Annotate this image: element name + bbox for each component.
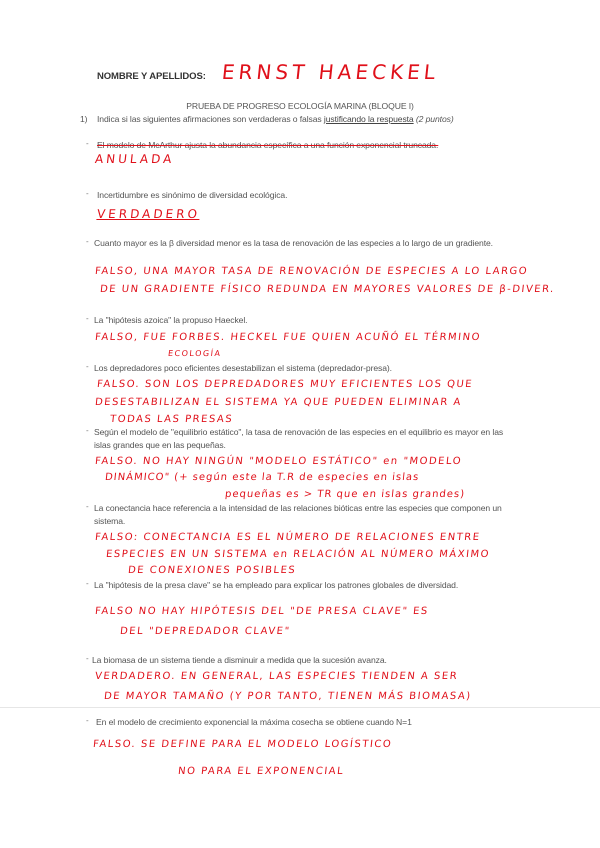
answer-7-line-3: DE CONEXIONES POSIBLES: [127, 565, 297, 576]
answer-10-line-1: FALSO. SE DEFINE PARA EL MODELO LOGÍSTICO: [92, 739, 393, 750]
statement-4: La "hipótesis azoica" la propuso Haeckel.: [94, 315, 248, 325]
bullet: -: [86, 314, 89, 323]
answer-3-line-1: FALSO, UNA MAYOR TASA DE RENOVACIÓN DE ESPECIES A LO LARGO: [94, 266, 529, 277]
statement-1: El modelo de McArthur ajusta la abundancia específica a una función exponencial truncada.: [97, 140, 439, 150]
answer-1: ANULADA: [94, 152, 176, 166]
answer-6-line-2: DINÁMICO" (+ según este la T.R de especies en islas: [104, 472, 420, 483]
name-value: ERNST HAECKEL: [220, 60, 441, 84]
instruction-text: Indica si las siguientes afirmaciones son verdaderas o falsas: [97, 114, 324, 124]
instructions: [97, 113, 454, 126]
statement-9: La biomasa de un sistema tiende a disminuir a medida que la sucesión avanza.: [92, 655, 387, 665]
answer-4-line-2: ECOLOGÍA: [167, 349, 222, 358]
answer-10-line-2: NO PARA EL EXPONENCIAL: [177, 766, 345, 777]
answer-9-line-1: VERDADERO. EN GENERAL, LAS ESPECIES TIENDEN A SER: [94, 671, 459, 682]
answer-5-line-3: TODAS LAS PRESAS: [109, 414, 234, 425]
statement-7: La conectancia hace referencia a la intensidad de las relaciones bióticas entre las especies que componen un sistema.: [94, 503, 502, 526]
bullet: -: [86, 502, 89, 511]
answer-7-line-1: FALSO: CONECTANCIA ES EL NÚMERO DE RELACIONES ENTRE: [94, 532, 482, 543]
bullet: -: [86, 716, 89, 725]
name-label: NOMBRE Y APELLIDOS:: [97, 71, 206, 82]
bullet: -: [86, 654, 89, 663]
bullet: -: [86, 579, 89, 588]
answer-8-line-2: DEL "DEPREDADOR CLAVE": [119, 626, 292, 637]
answer-6-line-1: FALSO. NO HAY NINGÚN "MODELO ESTÁTICO" en "MODELO: [94, 456, 463, 467]
answer-7-line-2: ESPECIES EN UN SISTEMA en RELACIÓN AL NÚMERO MÁXIMO: [105, 549, 491, 560]
answer-4-line-1: FALSO, FUE FORBES. HECKEL FUE QUIEN ACUÑÓ EL TÉRMINO: [94, 332, 482, 343]
page-fold-line: [0, 707, 600, 708]
statement-6: Según el modelo de "equilibrio estático", la tasa de renovación de las especies en el equilibrio es mayor en las islas grandes que en las pequeñas.: [94, 427, 504, 450]
bullet: -: [86, 139, 89, 148]
instruction-emphasis: justificando la respuesta: [323, 114, 414, 124]
answer-9-line-2: DE MAYOR TAMAÑO (Y POR TANTO, TIENEN MÁS BIOMASA): [103, 691, 473, 702]
statement-10: En el modelo de crecimiento exponencial la máxima cosecha se obtiene cuando N=1: [96, 717, 412, 727]
answer-3-line-2: DE UN GRADIENTE FÍSICO REDUNDA EN MAYORES VALORES DE β-DIVER.: [99, 284, 556, 295]
question-number: 1): [80, 114, 88, 124]
answer-5-line-2: DESESTABILIZAN EL SISTEMA YA QUE PUEDEN ELIMINAR A: [94, 397, 463, 408]
answer-5-line-1: FALSO. SON LOS DEPREDADORES MUY EFICIENTES LOS QUE: [96, 379, 474, 390]
bullet: -: [86, 189, 89, 198]
instruction-points: (2 puntos): [413, 114, 454, 124]
statement-2: Incertidumbre es sinónimo de diversidad ecológica.: [97, 190, 288, 200]
exam-title: PRUEBA DE PROGRESO ECOLOGÍA MARINA (BLOQUE I): [186, 101, 414, 111]
answer-8-line-1: FALSO NO HAY HIPÓTESIS DEL "DE PRESA CLAVE" ES: [94, 606, 430, 617]
bullet: -: [86, 426, 89, 435]
bullet: -: [86, 237, 89, 246]
statement-5: Los depredadores poco eficientes desestabilizan el sistema (depredador-presa).: [94, 363, 392, 373]
statement-8: La "hipótesis de la presa clave" se ha empleado para explicar los patrones globales de diversidad.: [94, 580, 459, 590]
answer-6-line-3: pequeñas es > TR que en islas grandes): [224, 489, 466, 500]
statement-3: Cuanto mayor es la β diversidad menor es la tasa de renovación de las especies a lo largo de un gradiente.: [94, 238, 493, 248]
answer-2: VERDADERO: [96, 207, 201, 221]
bullet: -: [86, 362, 89, 371]
